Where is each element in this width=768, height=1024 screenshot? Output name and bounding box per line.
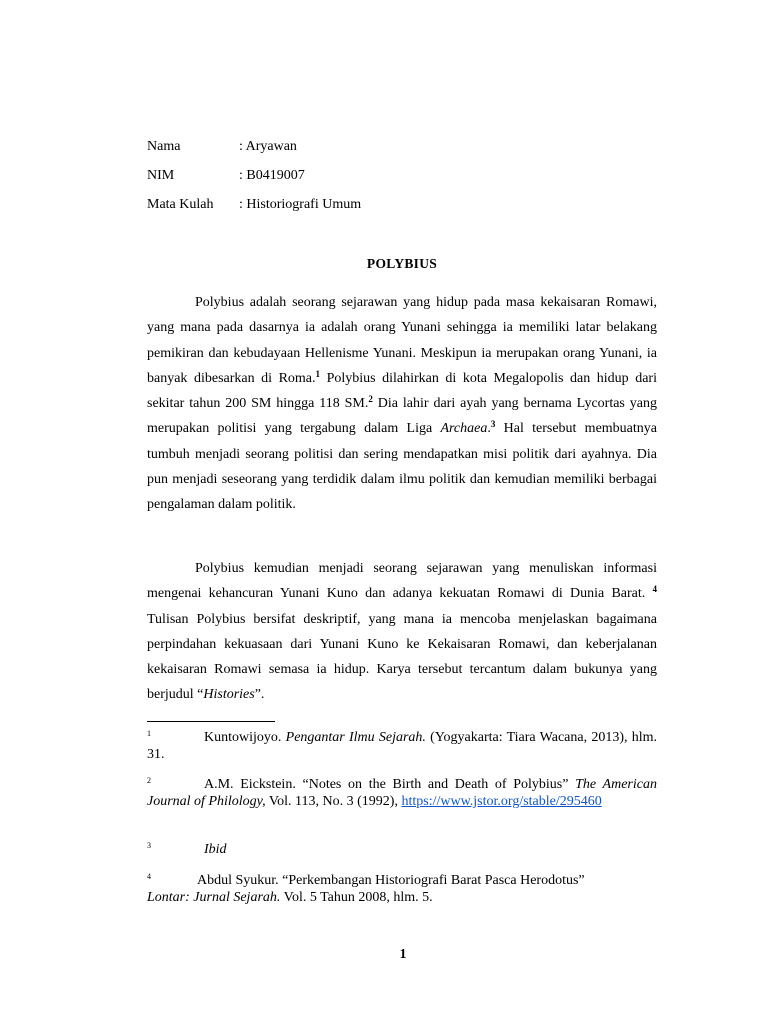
info-row-course [147, 196, 361, 225]
footnote-book-title: Pengantar Ilmu Sejarah. [285, 730, 426, 745]
footnote-2: 2 A.M. Eickstein. “Notes on the Birth and Death of Polybius” The American Journal of Philology, Vol. 113, No. 3 (1992), https://www.jstor.org/stable/295460 [147, 776, 657, 809]
student-info [147, 138, 361, 225]
footnote-text: Vol. 5 Tahun 2008, hlm. 5. [280, 890, 433, 905]
footnote-1: 1 Kuntowijoyo. Pengantar Ilmu Sejarah. (Yogyakarta: Tiara Wacana, 2013), hlm. 31. [147, 729, 657, 762]
footnote-ref[interactable]: 1 [315, 368, 321, 379]
info-value: : B0419007 [239, 168, 305, 183]
footnote-ref[interactable]: 2 [368, 394, 373, 405]
footnote-journal: The American Journal of Philology, [147, 777, 657, 809]
paragraph-2 [147, 556, 657, 708]
info-label: Mata Kulah [147, 197, 214, 212]
paragraph-text: . [487, 421, 491, 437]
footnote-text: Abdul Syukur. “Perkembangan Historiografi Barat Pasca Herodotus” [197, 873, 585, 888]
footnote-link[interactable]: https://www.jstor.org/stable/295460 [401, 794, 602, 809]
info-value: : Historiografi Umum [239, 197, 362, 212]
footnote-ref[interactable]: 4 [652, 584, 657, 595]
paragraph-text: Polybius adalah seorang sejarawan yang hidup pada masa kekaisaran Romawi, yang mana pada dasarnya ia adalah orang Yunani sehingga ia memiliki latar belakang pemikiran dan kebudayaan Hellenisme Yunani. Meskipun ia merupakan orang Yunani, ia banyak dibesarkan di Roma. [147, 295, 657, 386]
footnote-separator [147, 721, 275, 722]
document-title: POLYBIUS [366, 256, 438, 271]
info-label: Nama [147, 139, 181, 154]
paragraph-text: ”. [254, 687, 265, 703]
footnote-ref[interactable]: 3 [490, 419, 496, 430]
footnote-text: A.M. Eickstein. “Notes on the Birth and Death of Polybius” [204, 777, 576, 792]
paragraph-text: Polybius dilahirkan di kota Megalopolis dan hidup dari sekitar tahun 200 SM hingga 118 SM. [147, 370, 657, 412]
footnote-text: Kuntowijoyo. [204, 730, 286, 745]
paragraph-text: Hal tersebut membuatnya tumbuh menjadi seorang politisi dan sering mendapatkan misi politik dari ayahnya. Dia pun menjadi seseorang yang terdidik dalam ilmu politik dan kemudian memiliki berbagai pengalaman dalam politik. [147, 421, 657, 513]
info-row-nim [147, 167, 361, 196]
footnote-text: Vol. 113, No. 3 (1992), [265, 794, 402, 809]
footnote-4: 4 Abdul Syukur. “Perkembangan Historiografi Barat Pasca Herodotus” Lontar: Jurnal Sejarah. Vol. 5 Tahun 2008, hlm. 5. [147, 872, 585, 905]
footnote-journal: Lontar: Jurnal Sejarah. [147, 890, 281, 905]
italic-title: Histories [203, 687, 255, 703]
footnote-text: (Yogyakarta: Tiara Wacana, 2013), hlm. 31. [147, 730, 657, 762]
paragraph-text: Polybius kemudian menjadi seorang sejarawan yang menuliskan informasi mengenai kehancuran Yunani Kuno dan adanya kekuatan Romawi di Dunia Barat. [147, 561, 657, 602]
info-label: NIM [147, 168, 175, 183]
footnote-text: Ibid [204, 842, 227, 857]
info-row-name [147, 138, 361, 167]
paragraph-1 [147, 290, 657, 518]
page-number: 1 [399, 947, 407, 962]
footnote-3: 3 Ibid [147, 841, 227, 857]
paragraph-text: Dia lahir dari ayah yang bernama Lycortas yang merupakan politisi yang tergabung dalam Liga [147, 396, 657, 437]
info-value: : Aryawan [239, 139, 297, 154]
italic-term: Archaea [440, 421, 488, 437]
paragraph-text: Tulisan Polybius bersifat deskriptif, yang mana ia mencoba menjelaskan bagaimana perpindahan kekuasaan dari Yunani Kuno ke Kekaisaran Romawi, dan keberjalanan kekaisaran Romawi semasa ia hidup. Karya tersebut tercantum dalam bukunya yang berjudul “ [147, 611, 657, 703]
